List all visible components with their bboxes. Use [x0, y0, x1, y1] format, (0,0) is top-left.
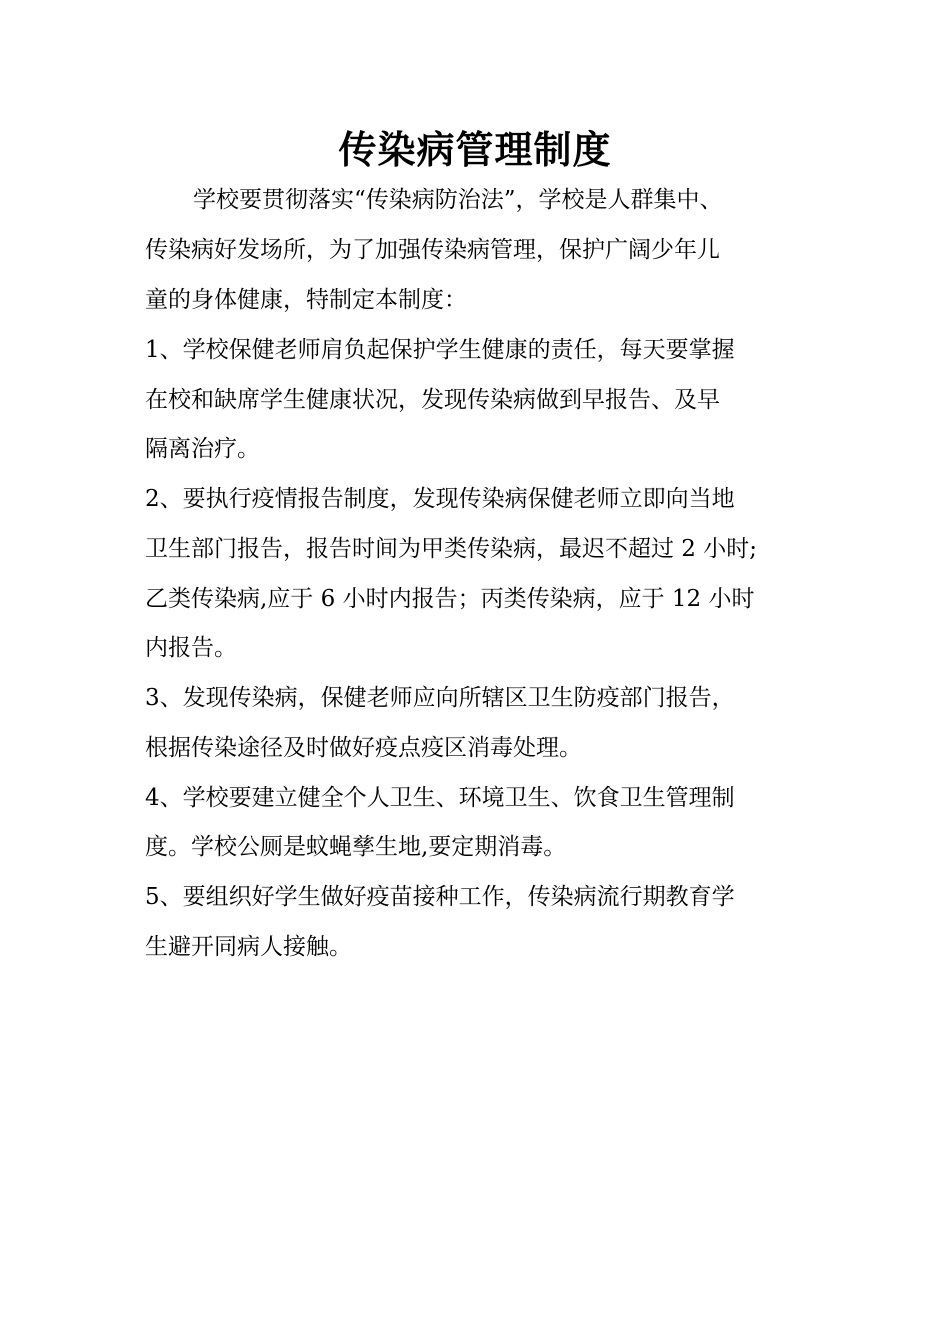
- document-title: 传染病管理制度: [338, 127, 612, 172]
- text-line: 传染病好发场所，为了加强传染病管理，保护广阔少年儿: [145, 237, 720, 263]
- text-line: 隔离治疗。: [145, 436, 260, 462]
- text-line: 学校要贯彻落实“传染病防治法”，学校是人群集中、: [193, 187, 723, 213]
- text-line: 在校和缺席学生健康状况，发现传染病做到早报告、及早: [145, 387, 720, 413]
- text-line: 1、学校保健老师肩负起保护学生健康的责任，每天要掌握: [145, 337, 735, 363]
- text-line: 卫生部门报告，报告时间为甲类传染病，最迟不超过 2 小时;: [145, 536, 758, 562]
- text-line: 童的身体健康，特制定本制度：: [145, 287, 467, 313]
- text-line: 生避开同病人接触。: [145, 934, 352, 960]
- text-line: 度。学校公厕是蚊蝇孳生地,要定期消毒。: [145, 834, 567, 860]
- text-line: 2、要执行疫情报告制度，发现传染病保健老师立即向当地: [145, 486, 735, 512]
- text-line: 4、学校要建立健全个人卫生、环境卫生、饮食卫生管理制: [145, 785, 735, 811]
- text-line: 乙类传染病,应于 6 小时内报告；丙类传染病，应于 12 小时: [145, 586, 755, 612]
- text-line: 根据传染途径及时做好疫点疫区消毒处理。: [145, 735, 582, 761]
- text-line: 3、发现传染病，保健老师应向所辖区卫生防疫部门报告，: [145, 685, 735, 711]
- text-line: 5、要组织好学生做好疫苗接种工作，传染病流行期教育学: [145, 884, 735, 910]
- text-line: 内报告。: [145, 635, 237, 661]
